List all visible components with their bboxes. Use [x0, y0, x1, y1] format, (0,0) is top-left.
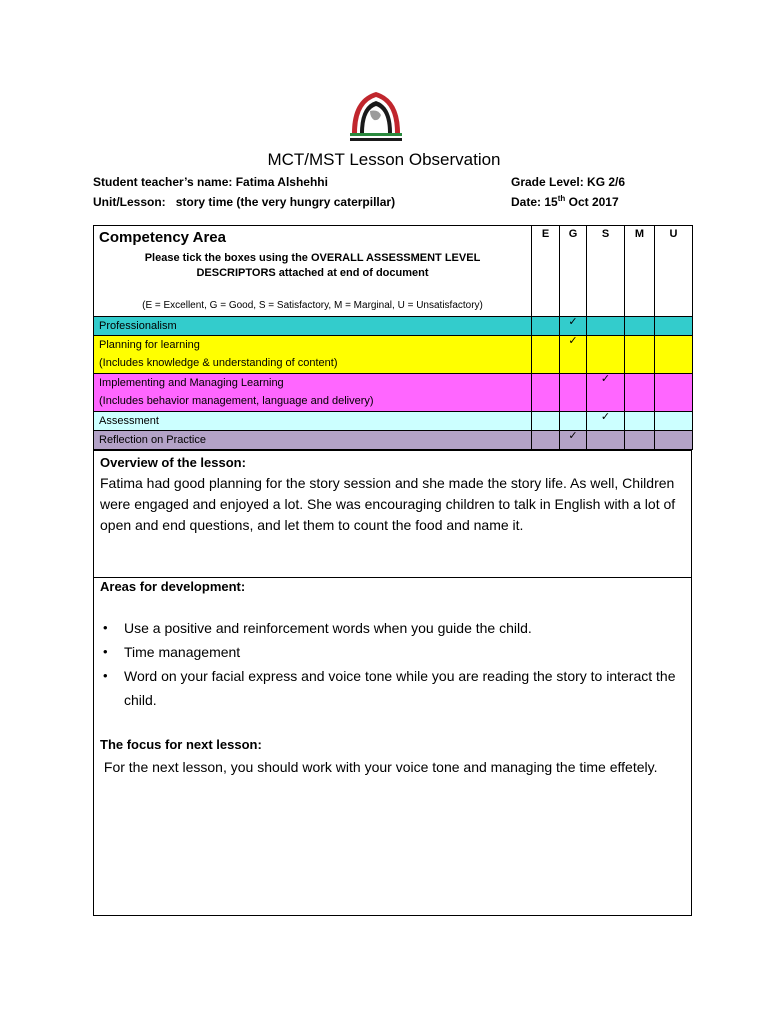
focus-text: For the next lesson, you should work with your voice tone and managing the time effetely. — [100, 759, 658, 775]
competency-label-cell — [94, 431, 532, 450]
rating-cell-s[interactable] — [587, 431, 625, 450]
development-heading: Areas for development: — [100, 579, 246, 594]
university-logo-icon — [348, 89, 404, 143]
grade-level-value: KG 2/6 — [587, 175, 626, 189]
rating-cell-g[interactable] — [560, 431, 587, 450]
list-item — [100, 640, 685, 664]
column-header-m: M — [625, 226, 655, 317]
column-header-e: E — [532, 226, 560, 317]
grade-level-label: Grade Level: — [511, 175, 584, 189]
student-teacher-name: Fatima Alshehhi — [235, 175, 328, 189]
table-row — [94, 317, 693, 336]
development-item-text: Use a positive and reinforcement words when you guide the child. — [124, 620, 532, 636]
competency-instruction-line2: DESCRIPTORS attached at end of document — [196, 267, 429, 279]
competency-table — [93, 225, 693, 450]
unit-lesson-field — [93, 194, 395, 210]
unit-lesson-value: story time (the very hungry caterpillar) — [175, 195, 396, 209]
competency-instruction — [99, 251, 526, 281]
bullet-icon: • — [103, 644, 108, 659]
rating-cell-s[interactable] — [587, 336, 625, 374]
column-header-u: U — [655, 226, 693, 317]
rating-cell-u[interactable] — [655, 317, 693, 336]
rating-cell-e[interactable] — [532, 374, 560, 412]
rating-cell-e[interactable] — [532, 317, 560, 336]
competency-label-cell — [94, 374, 532, 412]
student-teacher-label: Student teacher’s name: — [93, 175, 233, 189]
rating-cell-e[interactable] — [532, 431, 560, 450]
competency-title: Competency Area — [99, 229, 226, 246]
rating-cell-g[interactable] — [560, 336, 587, 374]
rating-cell-u[interactable] — [655, 431, 693, 450]
checkmark-icon: ✓ — [600, 373, 611, 385]
checkmark-icon: ✓ — [600, 411, 611, 423]
table-row — [94, 374, 693, 412]
rating-cell-g[interactable] — [560, 374, 587, 412]
bullet-icon: • — [103, 668, 108, 683]
focus-heading: The focus for next lesson: — [100, 737, 262, 752]
competency-sublabel: (Includes knowledge & understanding of content) — [99, 357, 338, 369]
date-day: 15 — [544, 195, 558, 209]
rating-cell-u[interactable] — [655, 374, 693, 412]
competency-label: Assessment — [99, 415, 159, 427]
checkmark-icon: ✓ — [568, 335, 578, 347]
rating-cell-s[interactable] — [587, 374, 625, 412]
date-field — [511, 194, 619, 210]
development-list — [100, 616, 685, 712]
competency-label: Implementing and Managing Learning — [99, 377, 284, 389]
rating-cell-m[interactable] — [625, 336, 655, 374]
rating-cell-e[interactable] — [532, 412, 560, 431]
competency-label-cell — [94, 412, 532, 431]
overview-heading: Overview of the lesson: — [100, 455, 246, 470]
column-header-g: G — [560, 226, 587, 317]
rating-cell-m[interactable] — [625, 431, 655, 450]
rating-cell-s[interactable] — [587, 412, 625, 431]
unit-lesson-label: Unit/Lesson: — [93, 195, 166, 209]
grade-level-field — [511, 174, 625, 190]
rating-cell-m[interactable] — [625, 412, 655, 431]
bullet-icon: • — [103, 620, 108, 635]
development-section — [93, 576, 692, 916]
competency-header-cell — [94, 226, 532, 317]
list-item — [100, 616, 685, 640]
rating-cell-e[interactable] — [532, 336, 560, 374]
table-row — [94, 412, 693, 431]
competency-label: Reflection on Practice — [99, 434, 206, 446]
rating-cell-m[interactable] — [625, 374, 655, 412]
competency-sublabel: (Includes behavior management, language and delivery) — [99, 395, 374, 407]
competency-instruction-line1: Please tick the boxes using the OVERALL ASSESSMENT LEVEL — [144, 252, 481, 264]
competency-label-cell — [94, 336, 532, 374]
date-suffix: th — [557, 194, 566, 203]
student-teacher-field — [93, 174, 328, 190]
checkmark-icon: ✓ — [568, 316, 578, 328]
rating-key: (E = Excellent, G = Good, S = Satisfactory, M = Marginal, U = Unsatisfactory) — [142, 300, 483, 311]
competency-header-row — [94, 226, 693, 317]
date-rest: Oct 2017 — [568, 195, 619, 209]
checkmark-icon: ✓ — [568, 430, 578, 442]
overview-section — [93, 450, 692, 578]
development-item-text: Time management — [124, 644, 241, 660]
competency-label: Professionalism — [99, 320, 177, 332]
rating-cell-g[interactable] — [560, 317, 587, 336]
competency-label-cell — [94, 317, 532, 336]
rating-cell-s[interactable] — [587, 317, 625, 336]
development-item-text: Word on your facial express and voice tone while you are reading the story to interact the child. — [124, 668, 676, 708]
document-title: MCT/MST Lesson Observation — [267, 150, 501, 169]
table-row — [94, 431, 693, 450]
rating-cell-m[interactable] — [625, 317, 655, 336]
table-row — [94, 336, 693, 374]
overview-text: Fatima had good planning for the story session and she made the story life. As well, Children were engaged and enjoyed a lot. She was encouraging children to talk in English with a lot of open and end questions, and let them to count the food and name it. — [100, 475, 676, 533]
rating-cell-u[interactable] — [655, 412, 693, 431]
date-label: Date: — [511, 195, 542, 209]
column-header-s: S — [587, 226, 625, 317]
rating-cell-g[interactable] — [560, 412, 587, 431]
competency-label: Planning for learning — [99, 339, 200, 351]
rating-cell-u[interactable] — [655, 336, 693, 374]
list-item — [100, 664, 685, 712]
